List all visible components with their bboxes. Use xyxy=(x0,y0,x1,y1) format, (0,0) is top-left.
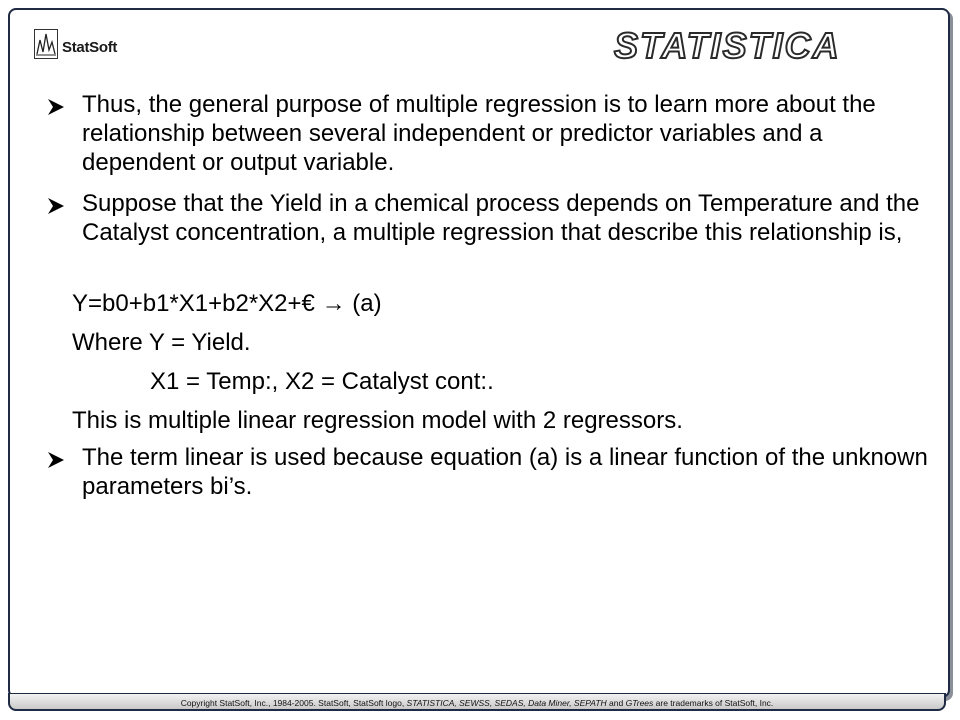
bullet-text: The term linear is used because equation (a) is a linear function of the unknown parameters bi’s. xyxy=(82,444,928,500)
footer-trademarks: STATISTICA, SEWSS, SEDAS, Data Miner, SEPATH xyxy=(406,698,607,708)
statistica-logo-text: STATISTICA xyxy=(614,25,841,66)
footer-suffix: are trademarks of StatSoft, Inc. xyxy=(653,698,774,708)
variable-definitions: X1 = Temp:, X2 = Catalyst cont:. xyxy=(150,368,494,395)
statsoft-logo-text: StatSoft xyxy=(62,39,118,56)
footer-and: and xyxy=(606,698,626,708)
footer-prefix: Copyright StatSoft, Inc., 1984-2005. StatSoft, StatSoft logo, xyxy=(180,698,407,708)
bullet-item xyxy=(46,90,936,177)
spacer xyxy=(46,259,936,289)
arrow-bullet-icon xyxy=(46,448,66,468)
footer-gtrees: GTrees xyxy=(625,698,654,708)
regression-equation: Y=b0+b1*X1+b2*X2+€ → (a) xyxy=(72,290,382,317)
bullet-text: Suppose that the Yield in a chemical process depends on Temperature and the Catalyst concentration, a multiple regression that describe this relationship is, xyxy=(82,190,920,246)
statistica-logo xyxy=(610,24,950,68)
slide-content xyxy=(46,90,936,513)
statsoft-chart-icon xyxy=(34,29,58,59)
statsoft-logo xyxy=(34,29,164,69)
model-description: This is multiple linear regression model with 2 regressors. xyxy=(72,407,683,434)
where-definition: Where Y = Yield. xyxy=(72,329,251,356)
slide-frame xyxy=(8,8,950,698)
bullet-item xyxy=(46,189,936,247)
bullet-item xyxy=(46,443,936,501)
copyright-footer xyxy=(8,693,946,711)
arrow-bullet-icon xyxy=(46,194,66,214)
bullet-text: Thus, the general purpose of multiple regression is to learn more about the relationship between several independent or predictor variables and a dependent or output variable. xyxy=(82,91,876,176)
arrow-bullet-icon xyxy=(46,95,66,115)
